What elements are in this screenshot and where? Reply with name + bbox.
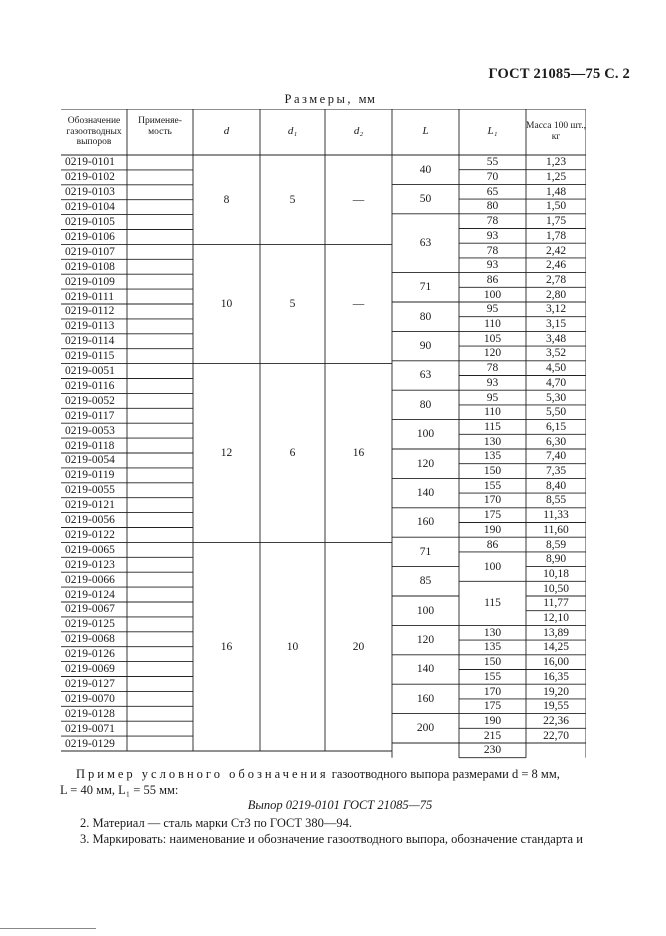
designation-cell: 0219-0054 <box>65 454 115 467</box>
L-cell: 63 <box>419 369 432 382</box>
d-cell: 8 <box>223 193 230 206</box>
L1-cell: 175 <box>483 700 502 713</box>
L1-cell: 100 <box>483 288 502 301</box>
L-cell: 100 <box>416 428 435 441</box>
L1-cell: 110 <box>484 406 501 419</box>
mass-cell: 13,89 <box>543 626 569 639</box>
mass-cell: 1,50 <box>545 200 567 213</box>
designation-cell: 0219-0103 <box>65 186 115 199</box>
mass-cell: 1,23 <box>545 156 567 169</box>
mass-cell: 2,80 <box>545 288 567 301</box>
designation-cell: 0219-0119 <box>65 469 115 482</box>
L-cell: 50 <box>419 193 432 206</box>
L1-cell: 170 <box>483 685 502 698</box>
designation-cell: 0219-0112 <box>65 305 115 318</box>
designation-cell: 0219-0113 <box>65 320 115 333</box>
mass-cell: 1,75 <box>545 215 567 228</box>
L1-cell: 95 <box>486 391 499 404</box>
L1-cell: 70 <box>486 171 499 183</box>
L1-cell: 86 <box>486 538 499 551</box>
dimensions-table <box>61 109 586 766</box>
mass-cell: 4,50 <box>545 362 567 375</box>
mass-cell: 11,77 <box>543 597 569 610</box>
mass-cell: 12,10 <box>543 612 569 624</box>
mass-cell: 4,70 <box>545 376 567 389</box>
designation-cell: 0219-0125 <box>65 618 115 631</box>
L1-cell: 150 <box>483 465 502 477</box>
mass-cell: 8,40 <box>545 479 567 492</box>
L1-cell: 65 <box>486 185 499 198</box>
designation-cell: 0219-0052 <box>65 394 115 407</box>
designation-cell: 0219-0069 <box>65 663 115 675</box>
d2-cell: — <box>352 193 365 206</box>
caption-unit: мм <box>358 92 376 106</box>
example-designation: Выпор 0219-0101 ГОСТ 21085—75 <box>247 798 433 812</box>
mass-cell: 3,12 <box>545 303 567 316</box>
designation-cell: 0219-0101 <box>65 156 115 169</box>
L-cell: 80 <box>419 310 432 323</box>
d-cell: 10 <box>220 297 233 310</box>
page-header: ГОСТ 21085—75 С. 2 <box>488 66 630 82</box>
designation-cell: 0219-0053 <box>65 424 115 437</box>
L1-cell: 78 <box>486 244 499 257</box>
d1-cell: 5 <box>289 297 296 310</box>
L1-cell: 120 <box>483 347 502 360</box>
L1-cell: 135 <box>483 450 502 463</box>
L1-cell: 155 <box>483 479 502 492</box>
note-material: 2. Материал — сталь марки Ст3 по ГОСТ 380—94. <box>80 816 352 830</box>
designation-cell: 0219-0109 <box>65 275 115 288</box>
mass-cell: 3,48 <box>545 332 567 345</box>
L1-cell: 230 <box>483 744 502 757</box>
L-cell: 140 <box>416 487 435 500</box>
mass-cell: 22,36 <box>543 714 569 727</box>
d1-cell: 10 <box>286 640 299 653</box>
mass-cell: 5,30 <box>545 391 567 404</box>
page-bottom-rule <box>0 928 96 929</box>
mass-cell: 1,25 <box>545 171 567 183</box>
d2-cell: 16 <box>352 446 365 459</box>
L1-cell: 78 <box>486 362 499 375</box>
mass-cell: 11,60 <box>543 523 569 536</box>
header-mass: Масса 100 шт., кг <box>526 121 586 142</box>
L1-cell: 170 <box>483 494 502 507</box>
L1-cell: 190 <box>483 523 502 536</box>
designation-cell: 0219-0117 <box>65 409 115 422</box>
table-caption <box>190 92 470 107</box>
L1-cell: 80 <box>486 200 499 213</box>
L1-cell: 130 <box>483 435 502 448</box>
designation-cell: 0219-0128 <box>65 707 115 720</box>
L-cell: 140 <box>416 663 435 676</box>
mass-cell: 19,55 <box>543 700 569 713</box>
L-cell: 90 <box>419 340 432 353</box>
mass-cell: 1,48 <box>545 185 567 198</box>
L1-cell: 93 <box>486 376 499 389</box>
header-applicability: Применяе-мость <box>138 116 182 137</box>
designation-cell: 0219-0108 <box>65 260 115 273</box>
L1-cell: 95 <box>486 303 499 316</box>
mass-cell: 14,25 <box>543 641 569 654</box>
L1-cell: 115 <box>484 420 501 433</box>
header-d1: d₁ <box>287 125 298 138</box>
d2-cell: — <box>352 297 365 310</box>
L-cell: 120 <box>416 634 435 647</box>
designation-cell: 0219-0118 <box>65 439 115 452</box>
designation-cell: 0219-0104 <box>65 201 115 214</box>
mass-cell: 7,40 <box>545 450 567 463</box>
designation-cell: 0219-0111 <box>65 290 114 303</box>
designation-cell: 0219-0102 <box>65 171 115 184</box>
designation-cell: 0219-0115 <box>65 350 115 363</box>
designation-cell: 0219-0067 <box>65 603 115 616</box>
mass-cell: 10,50 <box>543 582 569 595</box>
designation-cell: 0219-0123 <box>65 558 115 571</box>
mass-cell: 3,52 <box>545 347 567 360</box>
designation-cell: 0219-0116 <box>65 379 115 392</box>
mass-cell: 2,78 <box>545 273 567 286</box>
designation-cell: 0219-0071 <box>65 722 115 735</box>
example-text: газоотводного выпора размерами d = 8 мм, <box>328 767 560 781</box>
designation-cell: 0219-0107 <box>65 245 115 258</box>
L1-cell: 150 <box>483 656 502 669</box>
designation-cell: 0219-0056 <box>65 514 115 526</box>
designation-cell: 0219-0114 <box>65 335 115 348</box>
d1-cell: 6 <box>289 446 296 459</box>
L1-cell: 78 <box>486 215 499 228</box>
L-cell: 200 <box>416 722 435 735</box>
mass-cell: 3,15 <box>545 318 567 330</box>
d1-cell: 5 <box>289 193 296 206</box>
caption-title: Размеры, <box>284 92 354 106</box>
designation-cell: 0219-0121 <box>65 499 115 512</box>
mass-cell: 19,20 <box>543 685 569 698</box>
L-cell: 85 <box>419 575 432 588</box>
d-cell: 16 <box>220 640 233 653</box>
designation-cell: 0219-0051 <box>65 365 115 377</box>
designation-cell: 0219-0127 <box>65 677 115 690</box>
mass-cell: 22,70 <box>543 729 569 742</box>
mass-cell: 16,35 <box>543 670 569 683</box>
d2-cell: 20 <box>352 640 365 653</box>
note-marking: 3. Маркировать: наименование и обозначение газоотводного выпора, обозначение стандарта и <box>80 832 583 846</box>
L1-cell: 175 <box>483 509 502 522</box>
mass-cell: 6,30 <box>545 435 567 448</box>
designation-cell: 0219-0065 <box>65 543 115 556</box>
designation-cell: 0219-0070 <box>65 692 115 705</box>
mass-cell: 10,18 <box>543 567 569 580</box>
example-line-1 <box>76 767 596 783</box>
L1-cell: 93 <box>486 259 499 272</box>
L-cell: 160 <box>416 692 435 705</box>
L1-cell: 155 <box>483 670 502 683</box>
L-cell: 120 <box>416 457 435 470</box>
mass-cell: 8,90 <box>545 553 567 566</box>
L1-cell: 215 <box>483 729 502 742</box>
mass-cell: 8,55 <box>545 494 567 507</box>
L1-cell: 110 <box>484 318 501 330</box>
mass-cell: 16,00 <box>543 656 569 669</box>
L1-cell: 135 <box>483 641 502 654</box>
L-cell: 63 <box>419 237 432 250</box>
L-cell: 160 <box>416 516 435 529</box>
L1-cell: 130 <box>483 626 502 639</box>
L1-cell: 86 <box>486 273 499 286</box>
mass-cell: 8,59 <box>545 538 567 551</box>
header-L: L <box>422 125 429 138</box>
L1-cell: 55 <box>486 156 499 169</box>
L-cell: 80 <box>419 398 432 411</box>
mass-cell: 6,15 <box>545 420 567 433</box>
mass-cell: 2,46 <box>545 259 567 272</box>
header-L1: L₁ <box>487 125 498 138</box>
designation-cell: 0219-0129 <box>65 737 115 750</box>
designation-cell: 0219-0068 <box>65 633 115 646</box>
example-line-2: L = 40 мм, L₁ = 55 мм: <box>60 783 179 797</box>
designation-cell: 0219-0124 <box>65 588 115 601</box>
header-d2: d₂ <box>353 125 364 138</box>
header-designation: Обозначение газоотводных выпоров <box>66 115 122 148</box>
mass-cell: 7,35 <box>545 465 567 477</box>
mass-cell: 11,33 <box>543 509 569 522</box>
designation-cell: 0219-0122 <box>65 528 115 541</box>
L-cell: 40 <box>419 163 432 176</box>
d-cell: 12 <box>220 446 233 459</box>
L-cell: 71 <box>419 281 432 294</box>
L1-cell: 190 <box>483 714 502 727</box>
designation-cell: 0219-0105 <box>65 216 115 228</box>
designation-cell: 0219-0066 <box>65 573 115 586</box>
designation-cell: 0219-0126 <box>65 648 115 661</box>
designation-cell: 0219-0055 <box>65 484 115 497</box>
mass-cell: 5,50 <box>545 406 567 419</box>
example-lead: Пример условного обозначения <box>76 767 329 781</box>
L1-cell: 93 <box>486 229 499 242</box>
L1-cell: 100 <box>483 560 502 573</box>
designation-cell: 0219-0106 <box>65 230 115 243</box>
header-d: d <box>223 125 230 138</box>
mass-cell: 1,78 <box>545 229 567 242</box>
L-cell: 100 <box>416 604 435 617</box>
L-cell: 71 <box>419 545 432 558</box>
L1-cell: 115 <box>484 597 501 610</box>
L1-cell: 105 <box>483 332 502 345</box>
mass-cell: 2,42 <box>545 244 567 257</box>
